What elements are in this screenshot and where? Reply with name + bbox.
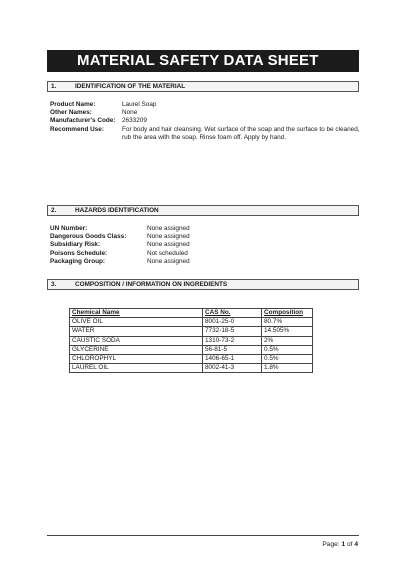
field-label: Other Names: bbox=[50, 109, 92, 117]
column-header-cas-no: CAS No. bbox=[203, 309, 262, 318]
field-label: UN Number: bbox=[50, 225, 88, 232]
field-value: Not scheduled bbox=[147, 249, 188, 257]
field-label: Product Name: bbox=[50, 101, 96, 108]
field-label: Manufacturer's Code: bbox=[50, 117, 116, 125]
cell-cas-no: 8001-25-0 bbox=[203, 318, 262, 327]
cell-cas-no: 7732-18-5 bbox=[203, 327, 262, 336]
table-row bbox=[70, 318, 313, 327]
field-value: 2633209 bbox=[122, 117, 147, 125]
field-dangerous-goods-class bbox=[50, 233, 250, 241]
section-1-heading: IDENTIFICATION OF THE MATERIAL bbox=[75, 83, 186, 90]
hazard-fields bbox=[50, 225, 250, 266]
page-number bbox=[322, 541, 358, 548]
section-3-header bbox=[47, 279, 359, 290]
field-value: None assigned bbox=[147, 257, 190, 265]
field-poisons-schedule bbox=[50, 250, 250, 258]
section-3-number: 3. bbox=[51, 281, 57, 288]
cell-composition: 1.8% bbox=[262, 364, 313, 373]
footer-divider bbox=[47, 535, 359, 536]
cell-composition: 0.5% bbox=[262, 345, 313, 354]
section-3-heading: COMPOSITION / INFORMATION ON INGREDIENTS bbox=[75, 281, 228, 288]
composition-table bbox=[69, 308, 313, 373]
cell-cas-no: 1310-73-2 bbox=[203, 336, 262, 345]
cell-composition: 80.7% bbox=[262, 318, 313, 327]
cell-cas-no: 8002-41-3 bbox=[203, 364, 262, 373]
column-header-composition: Composition bbox=[262, 309, 313, 318]
field-value: Laurel Soap bbox=[122, 101, 157, 108]
field-recommend-use bbox=[50, 126, 360, 144]
page-current: 1 bbox=[341, 541, 346, 548]
cell-composition: 0.5% bbox=[262, 355, 313, 364]
cell-chemical-name: CAUSTIC SODA bbox=[70, 336, 203, 345]
column-header-chemical-name: Chemical Name bbox=[70, 309, 203, 318]
table-header-row bbox=[70, 309, 313, 318]
field-value: None assigned bbox=[147, 225, 190, 232]
page-total: 4 bbox=[354, 541, 358, 548]
cell-chemical-name: WATER bbox=[70, 327, 203, 336]
cell-composition: 14.505% bbox=[262, 327, 313, 336]
table-row bbox=[70, 336, 313, 345]
field-value: None assigned bbox=[147, 233, 190, 241]
field-other-names bbox=[50, 109, 360, 117]
cell-cas-no: 56-81-5 bbox=[203, 345, 262, 354]
field-packaging-group bbox=[50, 258, 250, 266]
section-2-number: 2. bbox=[51, 207, 57, 214]
page-label: Page: bbox=[322, 541, 340, 548]
field-label: Recommend Use: bbox=[50, 125, 104, 133]
field-product-name bbox=[50, 101, 360, 109]
field-label: Poisons Schedule: bbox=[50, 249, 108, 257]
cell-cas-no: 1406-65-1 bbox=[203, 355, 262, 364]
field-value: For body and hair cleansing. Wet surface of the soap and the surface to be cleaned, rub the area with the soap. Rinse foam off. Apply by hand. bbox=[122, 125, 360, 142]
page-of: of bbox=[346, 541, 353, 548]
table-row bbox=[70, 327, 313, 336]
cell-chemical-name: GLYCERINE bbox=[70, 345, 203, 354]
cell-chemical-name: CHLOROPHYL bbox=[70, 355, 203, 364]
table-row bbox=[70, 355, 313, 364]
section-2-header bbox=[47, 205, 359, 216]
table-row bbox=[70, 345, 313, 354]
cell-composition: 2% bbox=[262, 336, 313, 345]
field-un-number bbox=[50, 225, 250, 233]
field-value: None bbox=[122, 109, 138, 117]
document-title: MATERIAL SAFETY DATA SHEET bbox=[47, 50, 359, 72]
field-label: Packaging Group: bbox=[50, 257, 106, 265]
section-2-heading: HAZARDS IDENTIFICATION bbox=[75, 207, 159, 214]
field-subsidiary-risk bbox=[50, 241, 250, 249]
cell-chemical-name: LAUREL OIL bbox=[70, 364, 203, 373]
field-manufacturer-code bbox=[50, 117, 360, 125]
field-label: Subsidiary Risk: bbox=[50, 241, 101, 249]
field-label: Dangerous Goods Class: bbox=[50, 233, 127, 241]
cell-chemical-name: OLIVE OIL bbox=[70, 318, 203, 327]
table-row bbox=[70, 364, 313, 373]
section-1-number: 1. bbox=[51, 83, 57, 90]
section-1-header bbox=[47, 81, 359, 92]
identification-fields bbox=[50, 101, 360, 144]
field-value: None assigned bbox=[147, 241, 190, 249]
